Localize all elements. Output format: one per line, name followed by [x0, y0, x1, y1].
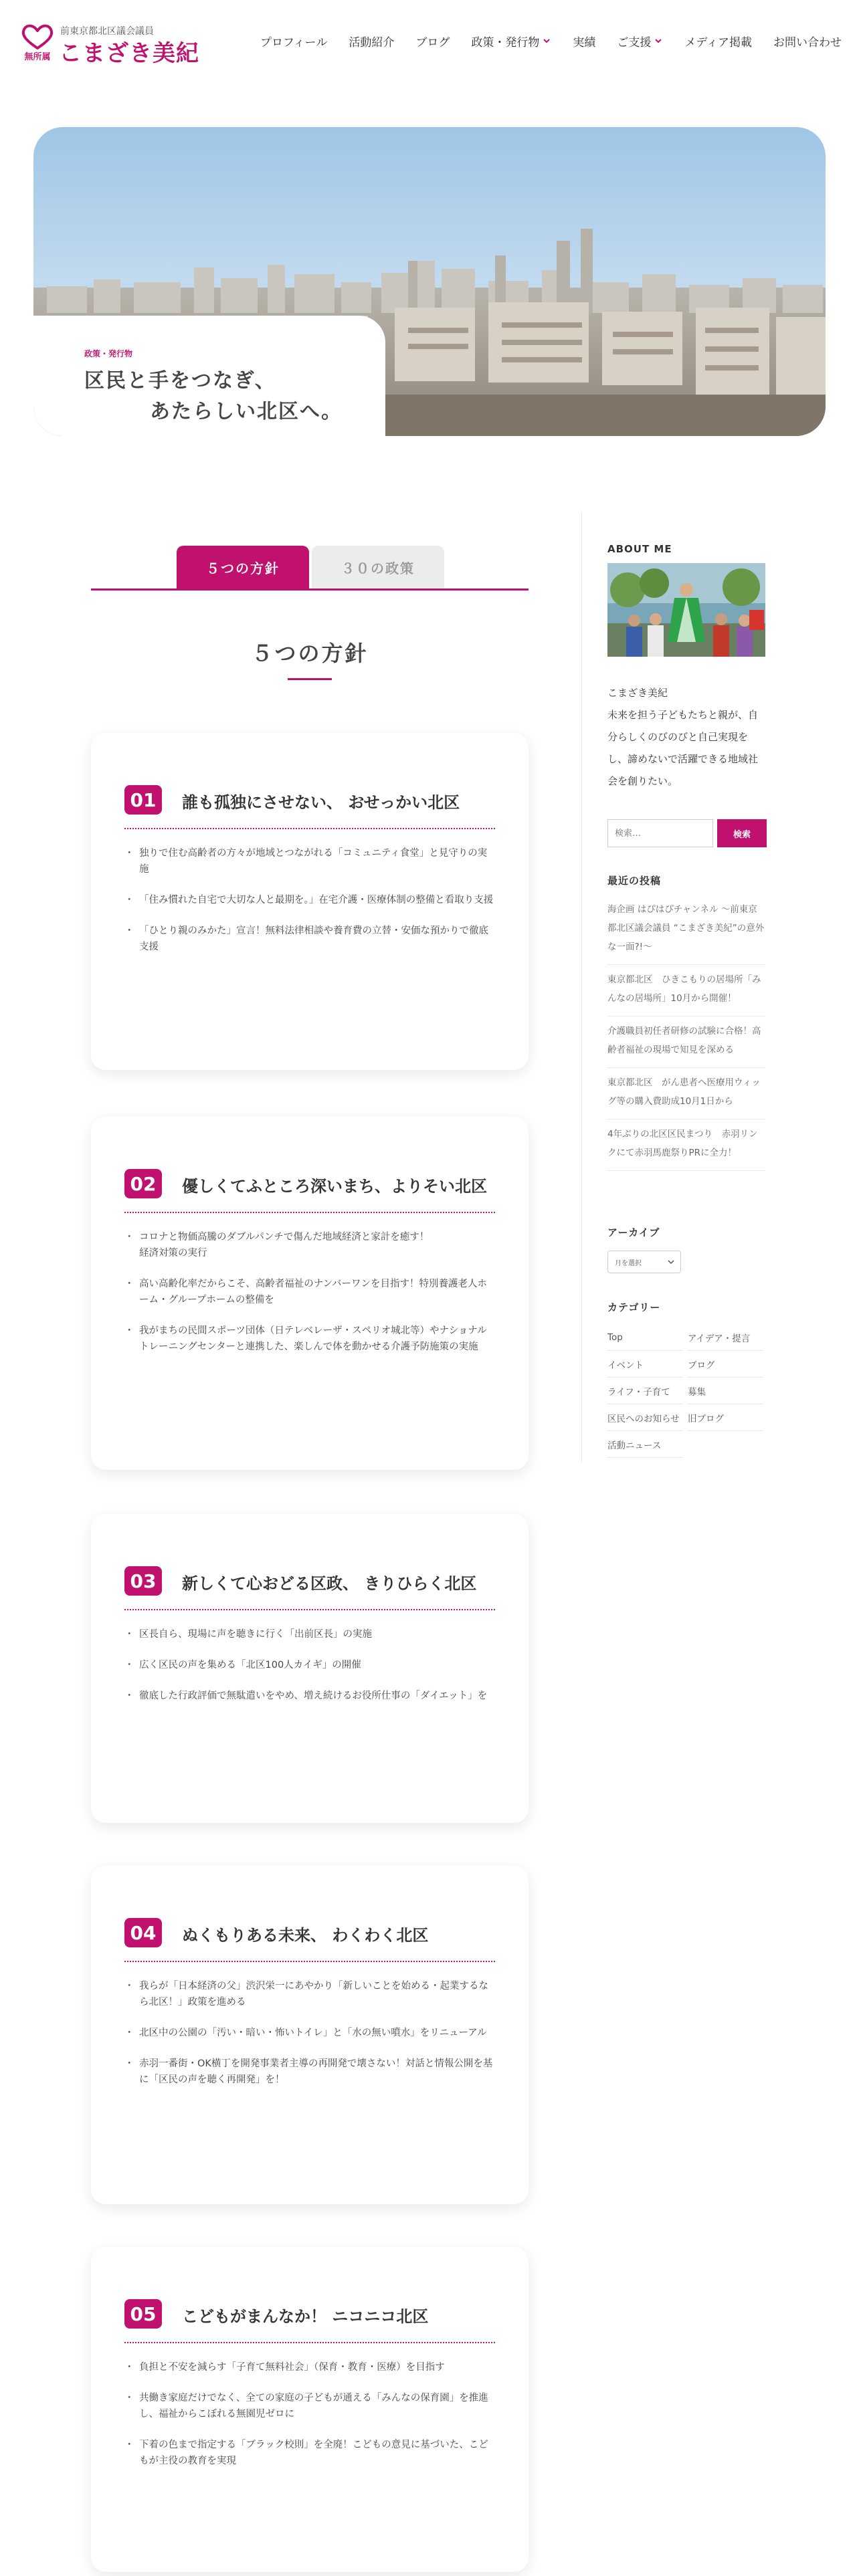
policy-title: ぬくもりある未来、 わくわく北区 — [182, 1926, 429, 1945]
policy-number: 05 — [124, 2299, 162, 2329]
policy-number: 04 — [124, 1918, 162, 1947]
policy-number: 02 — [124, 1169, 162, 1198]
category-link[interactable]: アイデア・提言 — [688, 1324, 763, 1351]
candidate-photo-image — [607, 563, 765, 657]
policy-card — [91, 733, 529, 1070]
nav-item-blog[interactable]: ブログ — [415, 35, 450, 49]
nav-item-policy[interactable]: 政策・発行物 — [471, 33, 551, 49]
search-button[interactable]: 検索 — [717, 819, 767, 847]
recent-posts-list — [607, 895, 765, 1171]
category-link[interactable]: イベント — [607, 1351, 682, 1378]
policy-number: 03 — [124, 1566, 162, 1596]
policy-item: ・ 下着の色まで指定する「ブラック校則」を全廃！こどもの意見に基づいた、こどもが主役の教育を実現 — [124, 2437, 495, 2469]
policy-item: ・ 負担と不安を減らす「子育て無料社会」（保育・教育・医療）を目指す — [124, 2359, 495, 2375]
archive-select-value: 月を選択 — [615, 1259, 642, 1267]
policy-item: ・ 共働き家庭だけでなく、全ての家庭の子どもが通える「みんなの保育園」を推進し、福祉からこぼれる無園児ゼロに — [124, 2390, 495, 2422]
policy-card — [91, 1117, 529, 1470]
policy-item: ・ コロナと物価高騰のダブルパンチで傷んだ地域経済と家計を癒す！ 経済対策の実行 — [124, 1229, 495, 1261]
policy-list — [124, 1626, 495, 1719]
nav-item-support[interactable]: ご支援 — [617, 33, 663, 49]
policy-item: ・ 区長自ら、現場に声を聴きに行く「出前区長」の実施 — [124, 1626, 495, 1642]
policy-list — [124, 845, 495, 970]
logo-name: こまざき美紀 — [59, 40, 199, 67]
policy-number: 01 — [124, 785, 162, 815]
site-header — [0, 0, 859, 87]
category-link[interactable]: ライフ・子育て — [607, 1378, 682, 1404]
hero-title-line2: あたらしい北区へ。 — [150, 400, 343, 423]
chevron-down-icon — [654, 36, 663, 45]
logo-role: 前東京都北区議会議員 — [60, 26, 154, 37]
tab-thirty-policies[interactable]: ３０の政策 — [312, 546, 444, 588]
policy-tabs — [91, 546, 529, 590]
dotted-divider — [124, 2342, 495, 2343]
tab-five-policies[interactable]: ５つの方針 — [177, 546, 309, 588]
policy-item: ・ 徹底した行政評価で無駄遣いをやめ、増え続けるお役所仕事の「ダイエット」を — [124, 1688, 495, 1704]
category-link[interactable]: 旧ブログ — [688, 1404, 763, 1431]
policy-item: ・ 「ひとり親のみかた」宣言！無料法律相談や養育費の立替・安価な預かりで徹底支援 — [124, 923, 495, 955]
category-link[interactable]: 活動ニュース — [607, 1431, 682, 1458]
policy-title: 優しくてふところ深いまち、よりそい北区 — [182, 1177, 487, 1196]
site-logo[interactable] — [19, 23, 199, 67]
policy-item: ・ 「住み慣れた自宅で大切な人と最期を。」在宅介護・医療体制の整備と看取り支援 — [124, 892, 495, 908]
policy-card — [91, 1514, 529, 1823]
policy-list — [124, 2359, 495, 2484]
about-photo — [607, 563, 765, 657]
policy-list — [124, 1229, 495, 1370]
policy-card — [91, 2247, 529, 2572]
category-link[interactable]: 募集 — [688, 1378, 763, 1404]
dotted-divider — [124, 1609, 495, 1610]
recent-post-link[interactable]: 介護職員初任者研修の試験に合格！高齢者福祉の現場で知見を深める — [607, 1016, 765, 1068]
policy-item: ・ 我らが「日本経済の父」渋沢栄一にあやかり「新しいことを始める・起業するなら北区！」政策を進める — [124, 1978, 495, 2010]
tab-underline — [91, 588, 529, 591]
nav-item-results[interactable]: 実績 — [573, 35, 596, 49]
sidebar-divider — [581, 512, 582, 1462]
section-title: ５つの方針 — [251, 641, 369, 666]
nav-item-contact[interactable]: お問い合わせ — [773, 35, 842, 49]
category-link[interactable]: ブログ — [688, 1351, 763, 1378]
policy-item: ・ 北区中の公園の「汚い・暗い・怖いトイレ」と「水の無い噴水」をリニューアル — [124, 2025, 495, 2041]
archive-heading: アーカイブ — [607, 1226, 660, 1239]
category-link[interactable]: 区民へのお知らせ — [607, 1404, 682, 1431]
dotted-divider — [124, 1212, 495, 1213]
policy-item: ・ 広く区民の声を集める「北区100人カイギ」の開催 — [124, 1657, 495, 1673]
dotted-divider — [124, 1961, 495, 1962]
policy-item: ・ 高い高齢化率だからこそ、高齢者福祉のナンバーワンを目指す！特別養護老人ホーム・グループホームの整備を — [124, 1276, 495, 1308]
nav-item-activities[interactable]: 活動紹介 — [349, 35, 395, 49]
policy-title: 新しくて心おどる区政、 きりひらく北区 — [182, 1574, 477, 1593]
hero-category[interactable]: 政策・発行物 — [84, 349, 133, 358]
archive-select[interactable] — [607, 1251, 681, 1273]
policy-item: ・ 赤羽一番街・OK横丁を開発事業者主導の再開発で壊さない！対話と情報公開を基に「区民の声を聴く再開発」を！ — [124, 2056, 495, 2088]
dotted-divider — [124, 828, 495, 829]
policy-list — [124, 1978, 495, 2103]
policy-item: ・ 独りで住む高齢者の方々が地域とつながれる「コミュニティ食堂」と見守りの実施 — [124, 845, 495, 877]
nav-item-media[interactable]: メディア掲載 — [684, 35, 752, 49]
policy-card — [91, 1866, 529, 2204]
chevron-down-icon — [542, 36, 551, 45]
recent-posts-heading: 最近の投稿 — [607, 875, 662, 887]
logo-party: 無所属 — [24, 52, 51, 62]
recent-post-link[interactable]: 海企画 はぴはぴチャンネル 〜前東京都北区議会議員 “こまざき美紀”の意外な一面?!〜 — [607, 895, 765, 965]
policy-item: ・ 我がまちの民間スポーツ団体（日テレベレーザ・スペリオ城北等）やナショナルトレーニングセンターと連携した、楽しんで体を動かせる介護予防施策の実施 — [124, 1323, 495, 1355]
policy-title: こどもがまんなか！ ニコニコ北区 — [182, 2307, 429, 2326]
hero-banner — [33, 127, 826, 436]
recent-post-link[interactable]: 4年ぶりの北区区民まつり 赤羽リンクにて赤羽馬鹿祭りPRに全力！ — [607, 1119, 765, 1171]
main-nav — [239, 32, 842, 49]
recent-post-link[interactable]: 東京都北区 ひきこもりの居場所「みんなの居場所」10月から開催！ — [607, 965, 765, 1016]
search-input[interactable] — [607, 819, 713, 847]
about-heading: ABOUT ME — [607, 543, 672, 555]
hero-caption-card — [33, 316, 385, 436]
about-text: こまざき美紀 未来を担う子どもたちと親が、自分らしくのびのびと自己実現をし、諦めないで活躍できる地域社会を創りたい。 — [607, 687, 759, 787]
hero-title-line1: 区民と手をつなぎ、 — [84, 369, 276, 393]
recent-post-link[interactable]: 東京都北区 がん患者へ医療用ウィッグ等の購入費助成10月1日から — [607, 1068, 765, 1119]
policy-title: 誰も孤独にさせない、 おせっかい北区 — [182, 793, 460, 812]
category-heading: カテゴリー — [607, 1301, 661, 1313]
section-title-bar — [288, 678, 332, 680]
nav-item-profile[interactable]: プロフィール — [260, 35, 328, 49]
chevron-down-icon — [667, 1258, 675, 1266]
category-link[interactable]: Top — [607, 1324, 682, 1351]
